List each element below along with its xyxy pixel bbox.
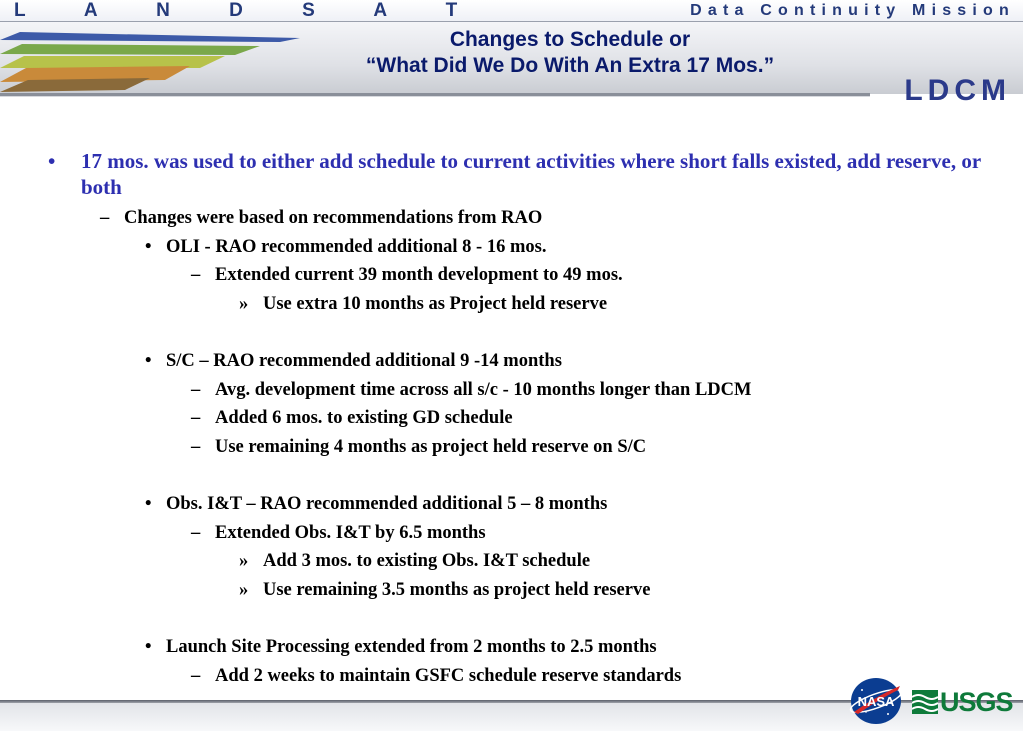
bullet-marker: • [145,637,152,657]
bullet-text: Use extra 10 months as Project held reserve [263,294,608,314]
title-line-1: Changes to Schedule or [449,28,691,51]
chevron-marker: » [239,580,249,600]
bullet-text: Obs. I&T – RAO recommended additional 5 – 8 months [166,494,608,514]
bullet-main [48,148,981,200]
bullet-text: Use remaining 4 months as project held reserve on S/C [215,437,647,457]
bullet-obs-reserve [239,576,651,604]
bullet-text: Changes were based on recommendations from RAO [124,208,543,228]
dash-marker: – [191,380,201,400]
bullet-obs [145,490,608,518]
dash-marker: – [191,523,201,543]
ldcm-logo: LDCM [904,74,1011,107]
bullet-basis [100,204,543,232]
bullet-oli-reserve [239,290,608,318]
usgs-wave-icon [912,689,938,715]
nasa-logo-text: NASA [857,694,895,709]
bullet-marker: • [145,237,152,257]
usgs-logo-text: USGS [940,687,1013,717]
bullet-text: OLI - RAO recommended additional 8 - 16 mos. [166,237,547,257]
bullet-sc-added [191,404,513,432]
bullet-text: 17 mos. was used to either add schedule to current activities where short falls existed, add reserve, or both [81,149,981,199]
dash-marker: – [191,408,201,428]
dash-marker: – [191,265,201,285]
bullet-sc-reserve [191,433,647,461]
bullet-text: Avg. development time across all s/c - 10 months longer than LDCM [215,380,752,400]
mission-wordmark: Data Continuity Mission [690,2,1015,19]
bullet-sc [145,347,562,375]
bullet-text: Add 2 weeks to maintain GSFC schedule reserve standards [215,666,682,686]
slide-header [0,0,1023,107]
landsat-stripes-graphic [0,22,300,94]
bullet-obs-add [239,547,591,575]
bullet-oli [145,233,547,261]
page-title [290,27,850,79]
dash-marker: – [191,666,201,686]
nasa-logo-icon [848,676,904,726]
bullet-text: S/C – RAO recommended additional 9 -14 months [166,351,562,371]
header-divider-highlight [0,96,870,97]
usgs-logo [912,686,1013,718]
bullet-text: Launch Site Processing extended from 2 months to 2.5 months [166,637,657,657]
bullet-obs-extended [191,519,486,547]
landsat-wordmark: L A N D S A T [14,0,485,21]
bullet-launch-add [191,662,682,690]
bullet-text: Use remaining 3.5 months as project held reserve [263,580,651,600]
bullet-marker: • [145,351,152,371]
bullet-text: Extended Obs. I&T by 6.5 months [215,523,486,543]
bullet-marker: • [145,494,152,514]
bullet-sc-average [191,376,752,404]
bullet-text: Extended current 39 month development to 49 mos. [215,265,623,285]
bullet-marker: • [48,149,56,173]
bullet-launch [145,633,657,661]
bullet-text: Add 3 mos. to existing Obs. I&T schedule [263,551,591,571]
dash-marker: – [100,208,110,228]
title-line-2: “What Did We Do With An Extra 17 Mos.” [365,54,775,77]
bullet-text: Added 6 mos. to existing GD schedule [215,408,513,428]
bullet-oli-extended [191,261,623,289]
dash-marker: – [191,437,201,457]
chevron-marker: » [239,294,249,314]
chevron-marker: » [239,551,249,571]
